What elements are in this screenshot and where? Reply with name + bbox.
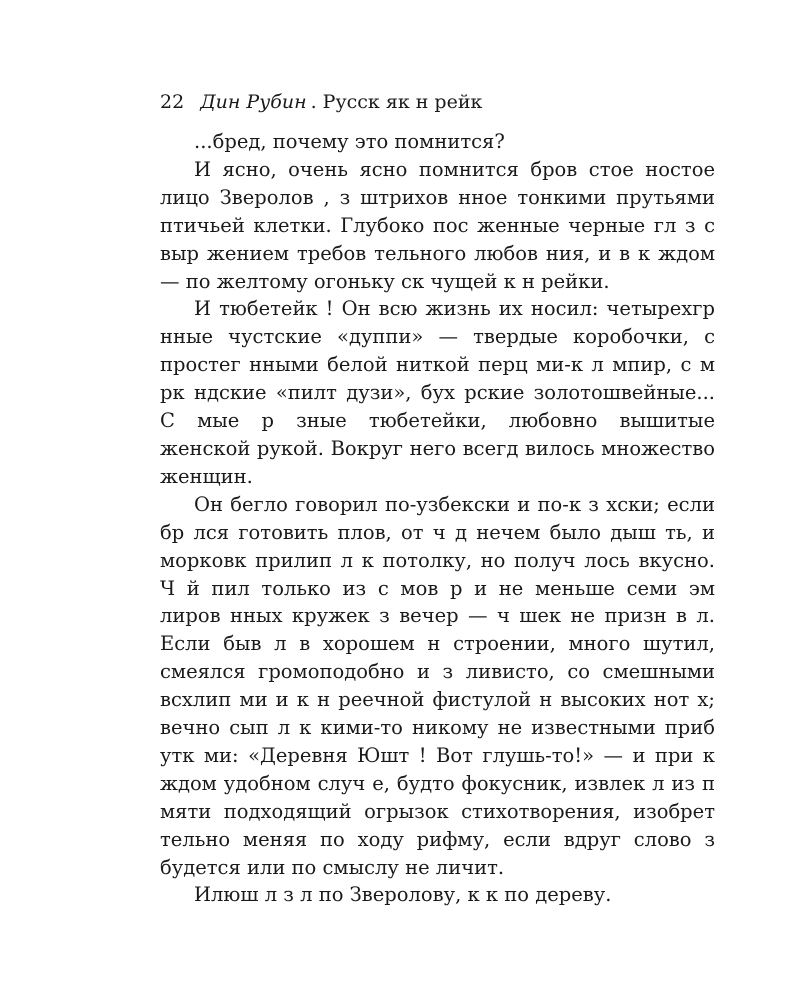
running-header bbox=[160, 88, 715, 116]
book-page bbox=[160, 88, 715, 909]
paragraph: И тюбетейк ! Он всю жизнь их носил: четырехгр нные чустские «дуппи» — твердые коробочки, с простег нными белой ниткой перц ми-к л мпир, с м рк ндские «пилт дузи», бух рские золотошвейные... С мые р зные тюбетейки, любовно вышитые женской рукой. Вокруг него всегд вилось множество женщин. bbox=[160, 297, 715, 488]
paragraph: ...бред, почему это помнится? bbox=[194, 130, 505, 153]
author-name: Дин Рубин bbox=[200, 91, 307, 113]
paragraph: Он бегло говорил по-узбекски и по-к з хски; если бр лся готовить плов, от ч д нечем было дыш ть, и морковк прилип л к потолку, но получ лось вкусно. Ч й пил только из с мов р и не меньше семи эм лиров нных кружек з вечер — ч шек не призн в л. Если быв л в хорошем н строении, много шутил, смеялся громоподобно и з ливисто, со смешными всхлип ми и к н реечной фистулой н высоких нот х; вечно сып л к кими-то никому не известными приб утк ми: «Деревня Юшт ! Вот глушь-то!» — и при к ждом удобном случ е, будто фокусник, извлек л из п мяти подходящий огрызок стихотворения, изобрет тельно меняя по ходу рифму, если вдруг слово з будется или по смыслу не личит. bbox=[160, 492, 715, 879]
paragraph: И ясно, очень ясно помнится бров стое ностое лицо Зверолов , з штрихов нное тонкими прутьями птичьей клетки. Глубоко пос женные черные гл з с выр жением требов тельного любов ния, и в к ждом — по желтому огоньку ск чущей к н рейки. bbox=[160, 157, 715, 293]
page-number: 22 bbox=[160, 91, 185, 113]
book-title: . Русск як н рейк bbox=[310, 91, 483, 113]
paragraph: Илюш л з л по Зверолову, к к по дереву. bbox=[194, 883, 612, 907]
body-text bbox=[160, 128, 715, 909]
